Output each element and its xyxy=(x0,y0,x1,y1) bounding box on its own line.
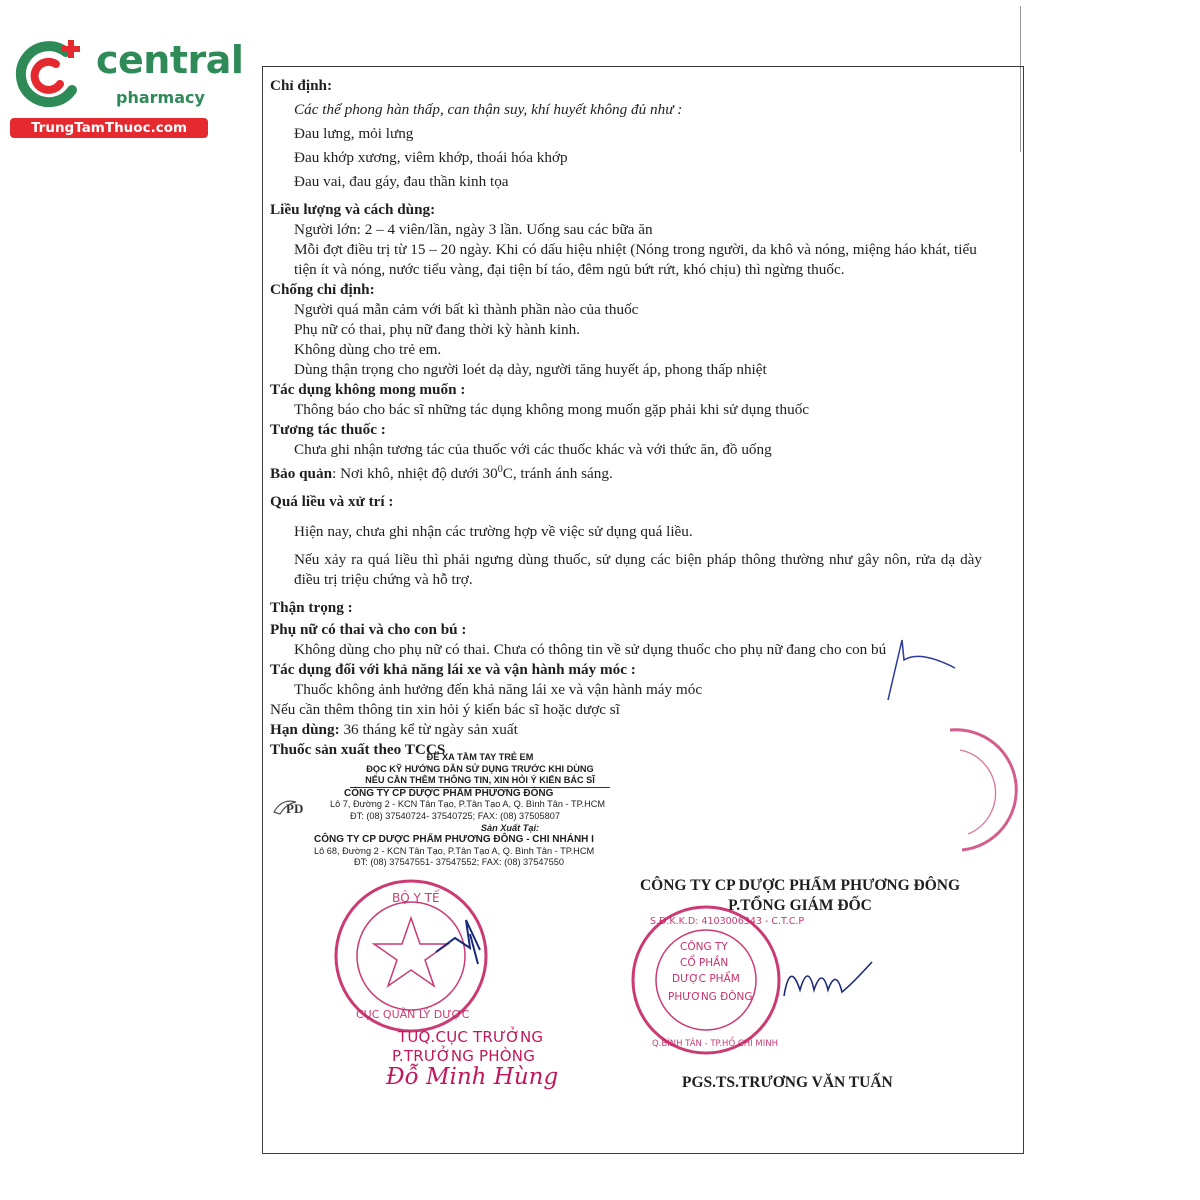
section-line: Không dùng cho trẻ em. xyxy=(294,341,442,358)
section-heading-chong-chi-dinh: Chống chỉ định: xyxy=(270,281,375,298)
brand-name: central xyxy=(96,38,244,82)
section-line: Mỗi đợt điều trị từ 15 – 20 ngày. Khi có dấu hiệu nhiệt (Nóng trong người, da khô và nóng, miệng háo khát, tiểu tiện ít và nóng, nước tiểu vàng, đại tiện bí táo, đêm ngủ bứt rứt, khó chịu) thì ngừng thuốc. xyxy=(294,241,977,278)
section-line: Đau lưng, mỏi lưng xyxy=(294,125,414,142)
section-heading-phu-nu: Phụ nữ có thai và cho con bú : xyxy=(270,621,467,639)
storage-label: Bảo quản xyxy=(270,465,333,483)
section-heading-chi-dinh: Chỉ định: xyxy=(270,77,333,94)
section-heading-lai-xe: Tác dụng đối với khả năng lái xe và vận hành máy móc : xyxy=(270,661,636,679)
label-keep-away: ĐỂ XA TẦM TAY TRẺ EM xyxy=(426,752,534,762)
expiry-line xyxy=(270,720,982,740)
label-made-at: Sản Xuất Tại: xyxy=(480,822,540,833)
label-branch-phone: ĐT: (08) 37547551- 37547552; FAX: (08) 37547550 xyxy=(354,857,564,868)
section-line: Thông báo cho bác sĩ những tác dụng không mong muốn gặp phải khi sử dụng thuốc xyxy=(294,401,810,418)
section-heading-lieu-luong: Liều lượng và cách dùng: xyxy=(270,201,436,218)
section-line: Nếu xảy ra quá liều thì phải ngưng dùng thuốc, sử dụng các biện pháp thông thường như gây nôn, rửa dạ dày điều trị triệu chứng và hỗ trợ. xyxy=(294,551,982,589)
signature-position: P.TỔNG GIÁM ĐỐC xyxy=(728,897,872,914)
expiry-text: 36 tháng kể từ ngày sản xuất xyxy=(339,721,518,739)
ministry-seal-bottom-text: CỤC QUẢN LÝ DƯỢC xyxy=(356,1008,470,1021)
storage-degree: 0 xyxy=(497,464,503,475)
section-line: Không dùng cho phụ nữ có thai. Chưa có thông tin về sử dụng thuốc cho phụ nữ đang cho con bú xyxy=(294,641,887,659)
section-heading-tuong-tac: Tương tác thuốc : xyxy=(270,421,386,438)
label-phone: ĐT: (08) 37540724- 37540725; FAX: (08) 37505807 xyxy=(350,810,560,821)
central-pharmacy-logo xyxy=(10,38,244,138)
expiry-label: Hạn dùng: xyxy=(270,721,340,739)
label-branch: CÔNG TY CP DƯỢC PHẨM PHƯƠNG ĐÔNG - CHI NHÁNH I xyxy=(314,834,594,846)
section-line: Các thể phong hàn thấp, can thận suy, khí huyết không đủ như : xyxy=(294,101,683,118)
signature-company: CÔNG TY CP DƯỢC PHẨM PHƯƠNG ĐÔNG xyxy=(639,877,961,894)
section-line: Chưa ghi nhận tương tác của thuốc với các thuốc khác và với thức ăn, đồ uống xyxy=(294,441,772,458)
section-line: Đau khớp xương, viêm khớp, thoái hóa khớp xyxy=(294,149,568,166)
label-address: Lô 7, Đường 2 - KCN Tân Tạo, P.Tân Tạo A, Q. Bình Tân - TP.HCM xyxy=(330,799,606,810)
company-signature-block xyxy=(630,876,970,916)
storage-line xyxy=(270,460,982,484)
label-branch-address: Lô 68, Đường 2 - KCN Tân Tạo, P.Tân Tạo A, Q. Bình Tân - TP.HCM xyxy=(314,845,595,856)
signer-name: PGS.TS.TRƯƠNG VĂN TUẤN xyxy=(682,1074,893,1091)
section-heading-qua-lieu: Quá liều và xử trí : xyxy=(270,493,394,511)
section-line: Hiện nay, chưa ghi nhận các trường hợp về việc sử dụng quá liều. xyxy=(294,523,693,541)
section-heading-tac-dung-khong-mong-muon: Tác dụng không mong muốn : xyxy=(270,381,466,398)
storage-text-after: C, tránh ánh sáng. xyxy=(502,465,613,483)
brand-website[interactable]: TrungTamThuoc.com xyxy=(10,118,208,138)
company-seal-center-line: CÔNG TY xyxy=(680,941,728,953)
pharmacy-cross-icon xyxy=(10,38,90,110)
label-ask-doctor: NẾU CẦN THÊM THÔNG TIN, XIN HỎI Ý KIẾN BÁC SĨ xyxy=(350,775,610,788)
more-info-line: Nếu cần thêm thông tin xin hỏi ý kiến bác sĩ hoặc dược sĩ xyxy=(270,701,620,719)
svg-text:PD: PD xyxy=(286,801,304,816)
section-line: Đau vai, đau gáy, đau thần kinh tọa xyxy=(294,173,509,190)
ministry-authority-line: TUQ.CỤC TRƯỞNG xyxy=(398,1028,544,1046)
company-seal-center-line: PHƯƠNG ĐÔNG xyxy=(668,991,753,1003)
tccs-line: Thuốc sản xuất theo TCCS xyxy=(270,741,446,759)
label-company: CÔNG TY CP DƯỢC PHẨM PHƯƠNG ĐÔNG xyxy=(344,787,554,799)
section-line: Phụ nữ có thai, phụ nữ đang thời kỳ hành kinh. xyxy=(294,321,581,338)
storage-text: : Nơi khô, nhiệt độ dưới 30 xyxy=(332,465,498,483)
label-read-guide: ĐỌC KỸ HƯỚNG DẪN SỬ DỤNG TRƯỚC KHI DÙNG xyxy=(366,763,594,774)
section-line: Người lớn: 2 – 4 viên/lần, ngày 3 lần. Uống sau các bữa ăn xyxy=(294,221,653,238)
section-line: Người quá mẫn cảm với bất kì thành phần nào của thuốc xyxy=(294,301,639,318)
section-line: Dùng thận trọng cho người loét dạ dày, người tăng huyết áp, phong thấp nhiệt xyxy=(294,361,767,378)
section-line: Thuốc không ảnh hưởng đến khả năng lái xe và vận hành máy móc xyxy=(294,681,703,699)
ministry-position-line: P.TRƯỞNG PHÒNG xyxy=(392,1047,536,1065)
company-seal-ring-text: S.Đ.K.K.D: 4103006343 - C.T.C.P xyxy=(650,916,805,927)
leaflet-body xyxy=(270,76,982,760)
section-heading-than-trong: Thận trọng : xyxy=(270,599,353,617)
company-seal-bottom-text: Q.BÌNH TÂN - TP.HỒ CHÍ MINH xyxy=(652,1039,778,1049)
company-seal-center-line: CỔ PHẦN xyxy=(680,957,729,969)
ministry-signer-name: Đỗ Minh Hùng xyxy=(386,1064,559,1090)
package-label-block xyxy=(270,752,690,869)
brand-subtitle: pharmacy xyxy=(116,88,205,107)
ministry-seal-top-text: BỘ Y TẾ xyxy=(392,891,440,905)
company-seal-center-line: DƯỢC PHẨM xyxy=(672,973,740,985)
